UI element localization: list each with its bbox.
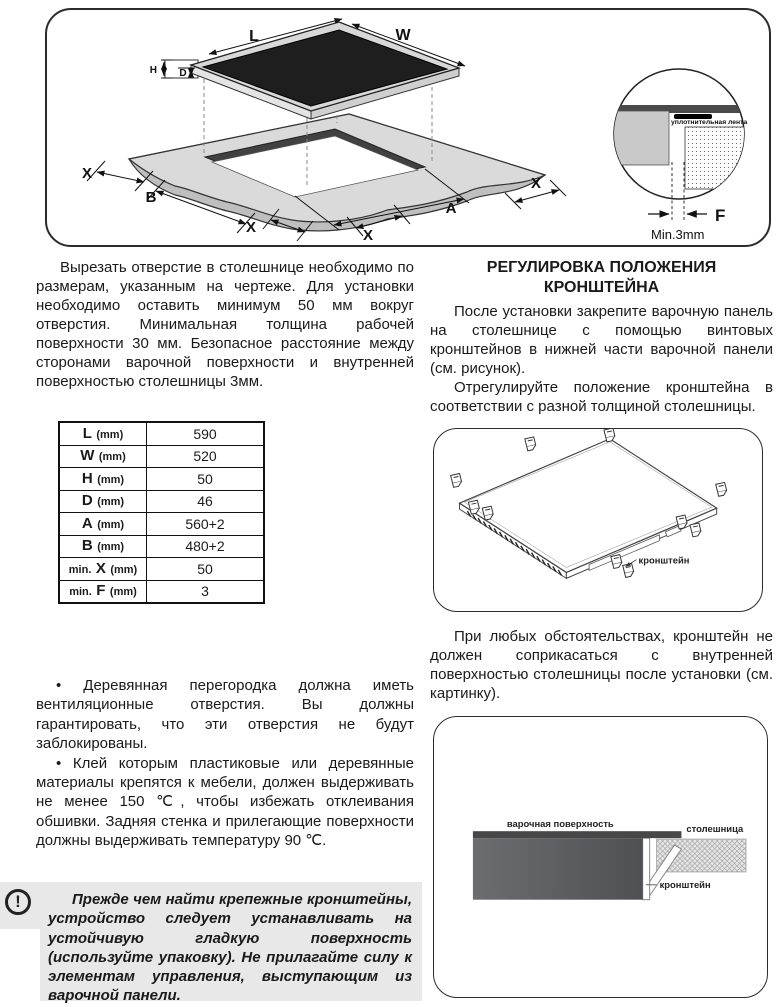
- dim-label-w: W: [395, 27, 411, 44]
- table-row: [59, 513, 264, 536]
- table-row: [59, 580, 264, 603]
- cross-section-drawing: [434, 717, 767, 997]
- bracket-callout-label: кронштейн: [638, 554, 690, 566]
- dim-label-x4: X: [530, 175, 542, 192]
- hob-brackets-drawing: [434, 429, 762, 611]
- installation-notes: [36, 676, 414, 851]
- dim-name: F: [96, 582, 106, 600]
- dim-value: 50: [147, 468, 265, 491]
- dim-name: D: [81, 492, 93, 510]
- dim-unit: (mm): [97, 496, 125, 509]
- bracket-paragraph-1: После установки закрепите варочную панель на столешнице с помощью винтовых кронштейнов в нижней части варочной панели (см. рисунок).: [430, 303, 773, 377]
- hob-body: [473, 838, 643, 900]
- worktop-label: столешница: [686, 823, 744, 835]
- dim-value: 560+2: [147, 513, 265, 536]
- dim-name: W: [80, 447, 95, 465]
- dim-unit: (mm): [97, 518, 125, 531]
- dimensions-table: [58, 421, 265, 604]
- dim-unit: (mm): [96, 428, 124, 441]
- cross-section-figure: [433, 716, 768, 998]
- note-ventilation: • Деревянная перегородка должна иметь вентиляционные отверстия. Вы должны гарантировать, что эти отверстия не будут заблокированы.: [36, 677, 414, 753]
- seal-detail-circle: [607, 69, 747, 242]
- dim-unit: (mm): [98, 451, 126, 464]
- bracket-clearance-text: [430, 627, 773, 703]
- dim-prefix: min.: [69, 586, 92, 599]
- hob-surface-label: варочная поверхность: [506, 818, 614, 830]
- installation-cutout-drawing: [47, 10, 769, 245]
- warning-text: Прежде чем найти крепежные кронштейны, устройство следует устанавливать на устойчивую гладкую поверхность (используйте упаковку). Не прилагайте силу к элементам управления, выступающим из варочной панели.: [48, 891, 412, 1005]
- dim-unit: (mm): [97, 541, 125, 554]
- hob-brackets-figure: [433, 428, 763, 612]
- countertop-slab: [129, 114, 545, 231]
- dim-name: A: [81, 514, 93, 532]
- dim-label-x3: X: [362, 227, 374, 244]
- bracket-label: кронштейн: [659, 878, 711, 890]
- section-heading: РЕГУЛИРОВКА ПОЛОЖЕНИЯ КРОНШТЕЙНА: [486, 259, 717, 296]
- table-row: [59, 445, 264, 468]
- dim-label-l: L: [249, 28, 259, 45]
- dim-label-f: F: [715, 206, 726, 225]
- cutout-instructions-paragraph: [36, 258, 414, 391]
- dim-name: X: [95, 559, 106, 577]
- bracket-paragraph-2: Отрегулируйте положение кронштейна в соответствии с разной толщиной столешницы.: [430, 379, 773, 415]
- min-gap-label: Min.3mm: [651, 227, 705, 242]
- dim-unit: (mm): [110, 563, 138, 576]
- dim-name: H: [81, 469, 93, 487]
- dim-label-x1: X: [81, 165, 93, 182]
- table-row: [59, 535, 264, 558]
- hob-panel: [165, 22, 459, 119]
- dim-label-d: D: [179, 68, 187, 79]
- warning-box: [40, 882, 422, 1005]
- bracket-strip: [643, 838, 650, 900]
- table-row: [59, 422, 264, 445]
- dim-value: 50: [147, 558, 265, 581]
- seal-tape-label: уплотнительная лента: [671, 119, 748, 126]
- cutout-instructions-text: Вырезать отверстие в столешнице необходимо по размерам, указанным на чертеже. Для установки необходимо оставить минимум 50 мм вокруг отверстия. Минимальная толщина рабочей поверхности 30 мм. Безопасное расстояние между сторонами варочной поверхности и внутренней поверхностью столешницы 3мм.: [36, 259, 414, 390]
- installation-cutout-figure: [45, 8, 771, 247]
- table-row: [59, 468, 264, 491]
- dim-value: 480+2: [147, 535, 265, 558]
- bracket-adjustment-text: [430, 302, 773, 416]
- dim-value: 590: [147, 422, 265, 445]
- dim-value: 520: [147, 445, 265, 468]
- dim-label-h: H: [149, 65, 157, 76]
- dim-name: B: [81, 537, 93, 555]
- dim-label-a: A: [445, 200, 457, 217]
- note-glue-temperature: • Клей которым пластиковые или деревянные материалы крепятся к мебели, должен выдерживать не менее 150 ℃, чтобы избежать отклеивания обшивки. Задняя стенка и прилегающие поверхности должны выдерживать температуру 90 ℃.: [36, 754, 414, 850]
- dim-value: 46: [147, 490, 265, 513]
- dim-prefix: min.: [68, 563, 92, 576]
- dim-label-b: B: [145, 189, 157, 206]
- bracket-paragraph-3: При любых обстоятельствах, кронштейн не должен соприкасаться с внутренней поверхностью столешницы после установки (см. картинку).: [430, 628, 773, 702]
- table-row: [59, 558, 264, 581]
- dim-name: L: [82, 424, 92, 442]
- warning-icon-block: [0, 882, 40, 929]
- exclamation-icon: !: [5, 889, 31, 915]
- dim-unit: (mm): [97, 473, 125, 486]
- dim-label-x2: X: [245, 219, 257, 236]
- hob-glass: [473, 831, 682, 838]
- dim-value: 3: [147, 580, 265, 603]
- table-row: [59, 490, 264, 513]
- dim-unit: (mm): [109, 586, 137, 599]
